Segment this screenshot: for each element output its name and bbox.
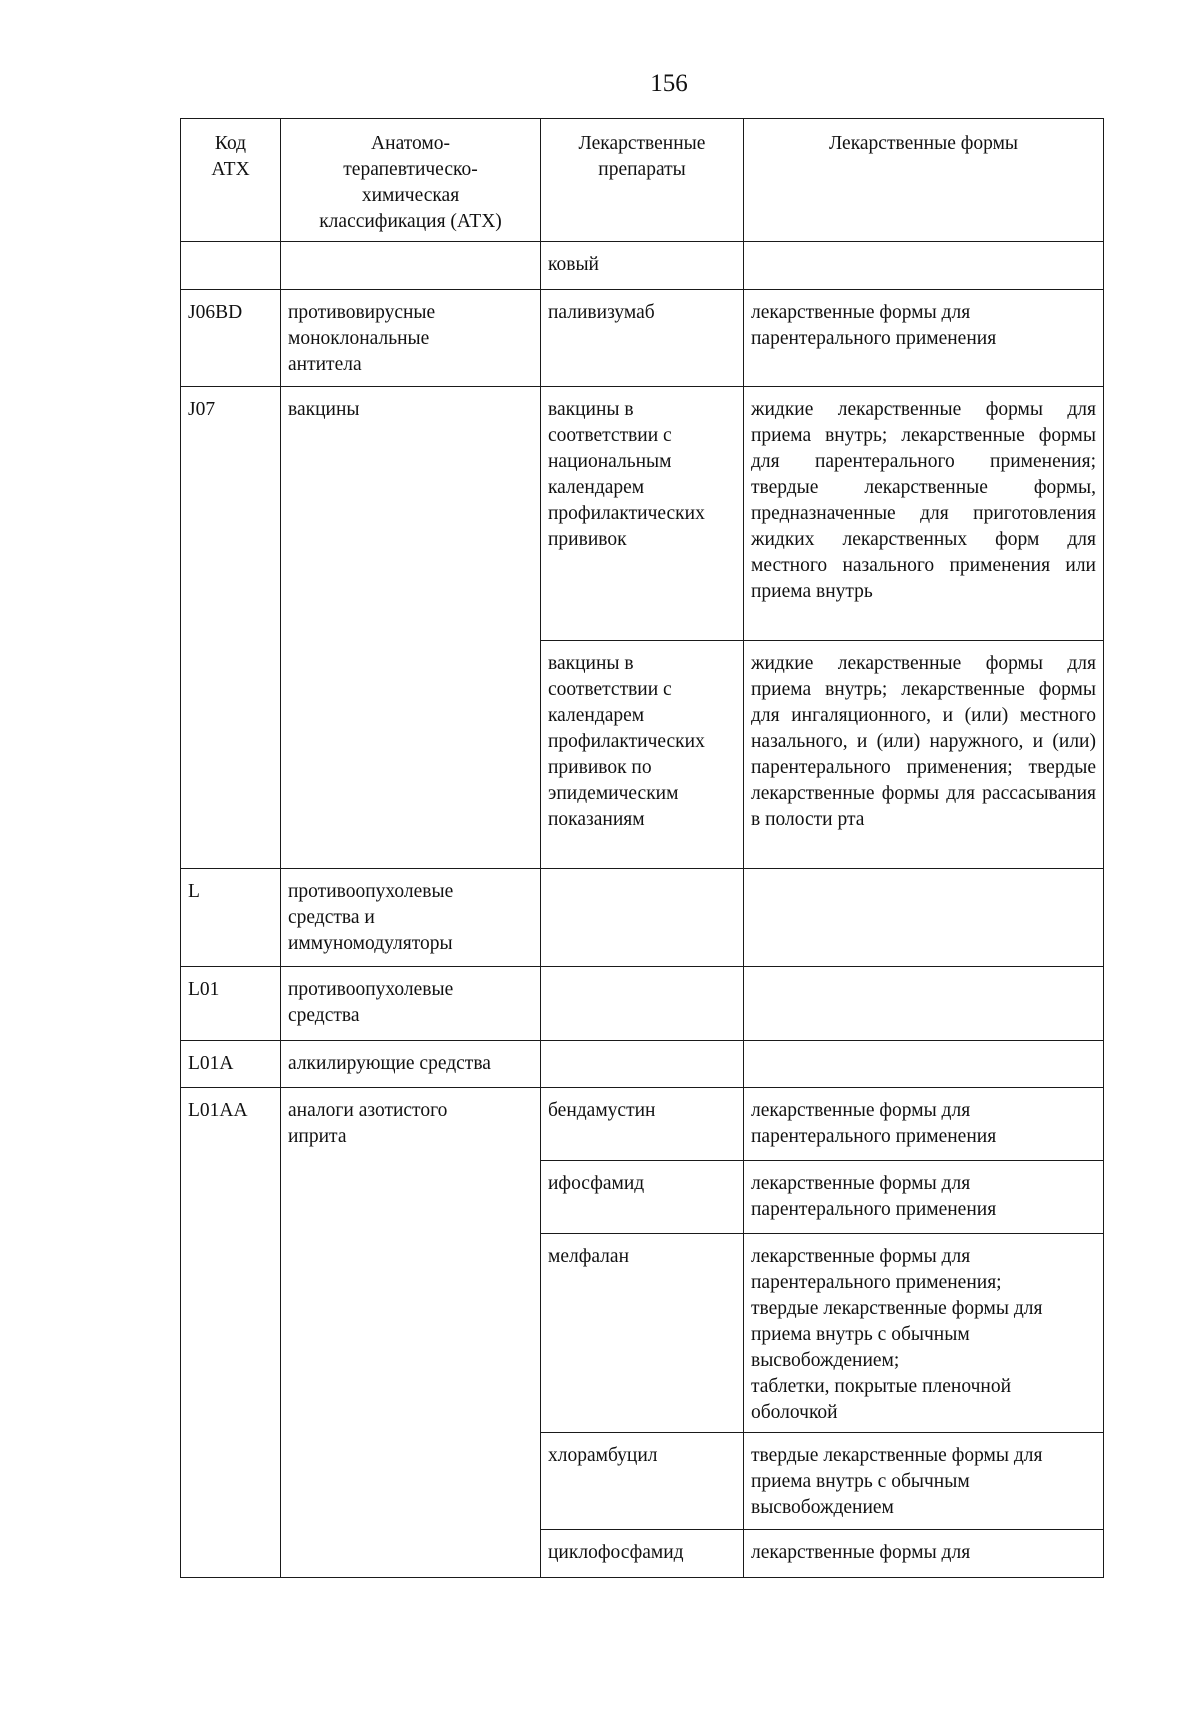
table-row — [181, 387, 1104, 641]
table-header — [181, 119, 1104, 242]
table-body — [181, 242, 1104, 1578]
drug-cell: мелфалан — [541, 1234, 744, 1433]
forms-cell: жидкие лекарственные формы для приема внутрь; лекарственные формы для ингаляционного, и (или) местного назального, и (или) наружного, и (или) парентерального применения; твердые лекарственные формы для рассасывания в полости рта — [744, 641, 1104, 869]
code-cell: J07 — [181, 387, 281, 869]
code-cell: L01A — [181, 1041, 281, 1088]
header-code: Код АТХ — [181, 119, 281, 242]
table-row — [181, 1041, 1104, 1088]
forms-cell — [744, 242, 1104, 290]
table-row — [181, 290, 1104, 387]
table-row — [181, 242, 1104, 290]
forms-cell: лекарственные формы для парентерального применения — [744, 1088, 1104, 1161]
classification-cell: противоопухолевые средства и иммуномодуляторы — [281, 869, 541, 967]
drug-cell: вакцины в соответствии с календарем профилактических прививок по эпидемическим показаниям — [541, 641, 744, 869]
code-cell — [181, 242, 281, 290]
drug-cell — [541, 967, 744, 1041]
code-cell: L01 — [181, 967, 281, 1041]
classification-cell: противовирусные моноклональные антитела — [281, 290, 541, 387]
forms-cell — [744, 1041, 1104, 1088]
table-row — [181, 967, 1104, 1041]
forms-cell: твердые лекарственные формы для приема внутрь с обычным высвобождением — [744, 1433, 1104, 1530]
code-cell: L — [181, 869, 281, 967]
page-number: 156 — [650, 70, 688, 97]
drug-cell: бендамустин — [541, 1088, 744, 1161]
header-drugs: Лекарственные препараты — [541, 119, 744, 242]
classification-cell: алкилирующие средства — [281, 1041, 541, 1088]
forms-cell: жидкие лекарственные формы для приема внутрь; лекарственные формы для парентерального применения; твердые лекарственные формы, предназначенные для приготовления жидких лекарственных форм для местного назального применения или приема внутрь — [744, 387, 1104, 641]
table-row — [181, 869, 1104, 967]
classification-cell: противоопухолевые средства — [281, 967, 541, 1041]
drug-cell — [541, 869, 744, 967]
forms-cell — [744, 869, 1104, 967]
drug-cell: циклофосфамид — [541, 1530, 744, 1578]
atx-table — [180, 118, 1104, 1578]
code-cell: J06BD — [181, 290, 281, 387]
drug-cell — [541, 1041, 744, 1088]
code-cell: L01AA — [181, 1088, 281, 1578]
drug-cell: ифосфамид — [541, 1161, 744, 1234]
header-classification: Анатомо- терапевтическо- химическая классификация (АТХ) — [281, 119, 541, 242]
header-forms: Лекарственные формы — [744, 119, 1104, 242]
forms-cell: лекарственные формы для парентерального применения — [744, 1161, 1104, 1234]
drug-cell: паливизумаб — [541, 290, 744, 387]
classification-cell: аналоги азотистого иприта — [281, 1088, 541, 1578]
table-row — [181, 1088, 1104, 1161]
forms-cell — [744, 967, 1104, 1041]
header-row — [181, 119, 1104, 242]
classification-cell: вакцины — [281, 387, 541, 869]
forms-cell: лекарственные формы для парентерального применения — [744, 290, 1104, 387]
drug-cell: ковый — [541, 242, 744, 290]
classification-cell — [281, 242, 541, 290]
forms-cell: лекарственные формы для — [744, 1530, 1104, 1578]
drug-cell: хлорамбуцил — [541, 1433, 744, 1530]
drug-cell: вакцины в соответствии с национальным календарем профилактических прививок — [541, 387, 744, 641]
forms-cell: лекарственные формы для парентерального применения; твердые лекарственные формы для приема внутрь с обычным высвобождением; таблетки, покрытые пленочной оболочкой — [744, 1234, 1104, 1433]
